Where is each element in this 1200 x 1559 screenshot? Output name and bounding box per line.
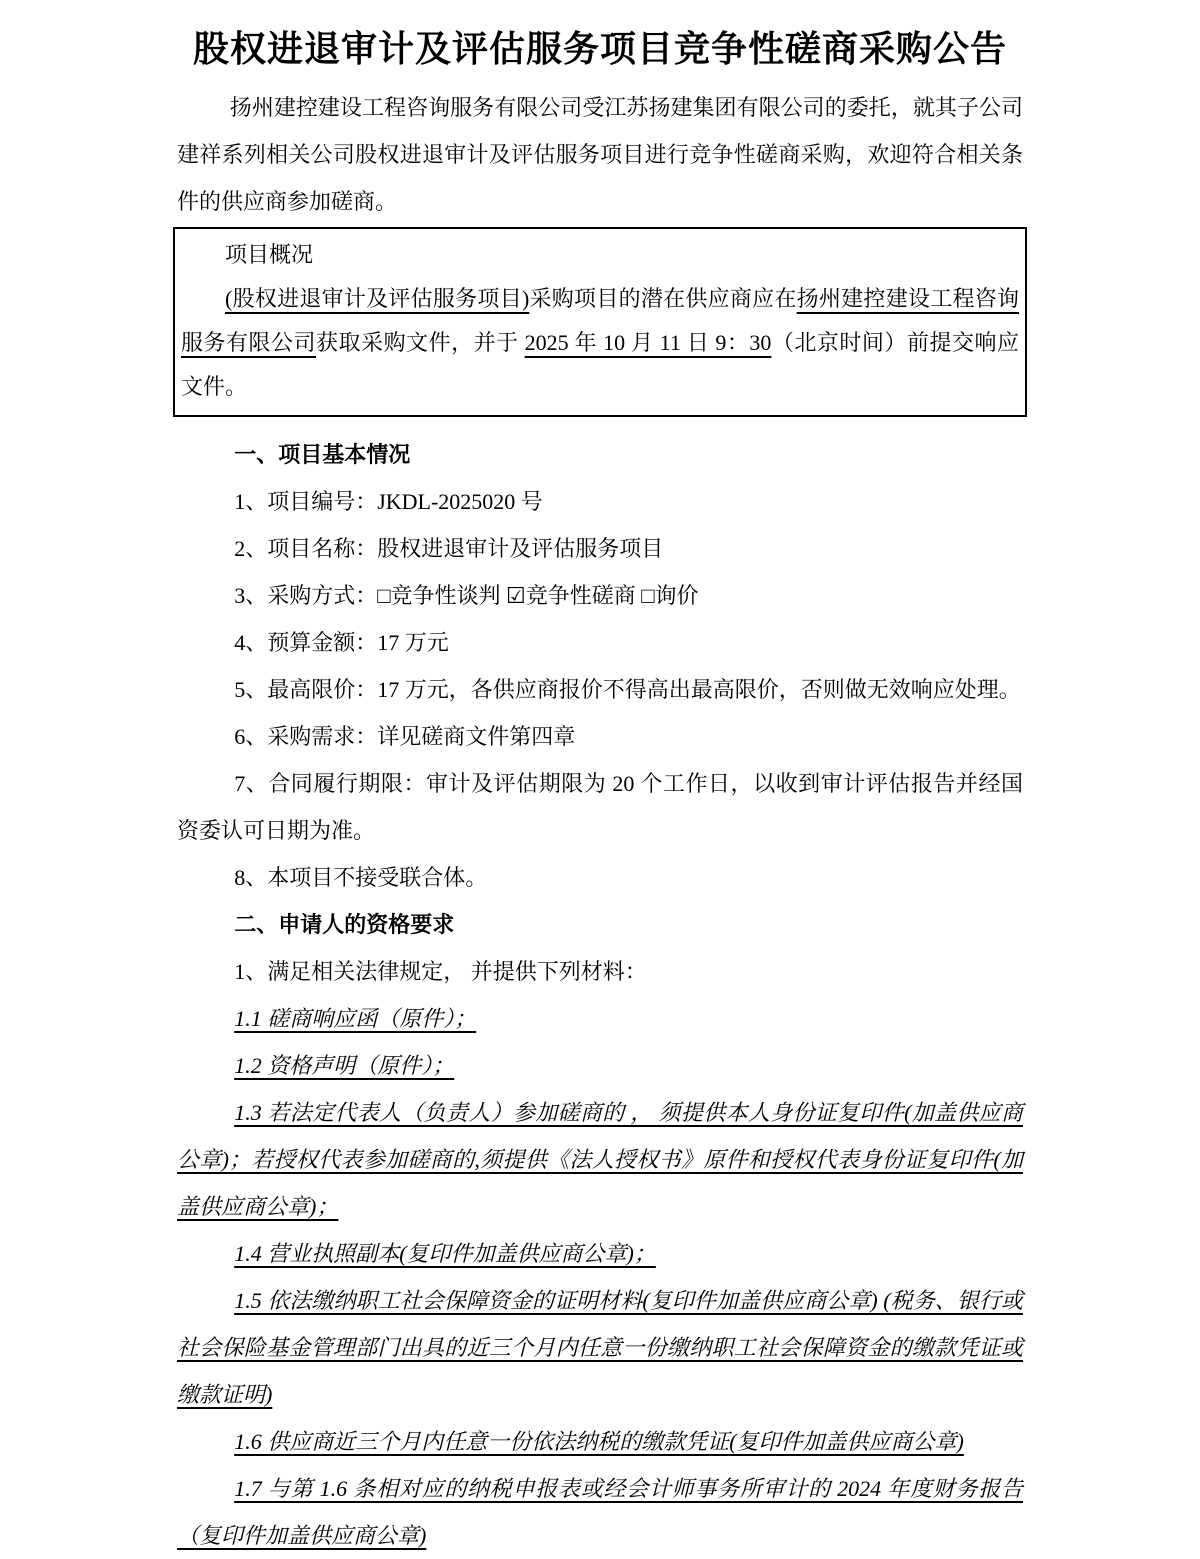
item-contract-period: 7、合同履行期限：审计及评估期限为 20 个工作日，以收到审计评估报告并经国资委认可日期为准。: [177, 771, 1023, 843]
item-no-consortium: 8、本项目不接受联合体。: [234, 865, 488, 890]
overview-text-1: 采购项目的潜在供应商应在: [529, 286, 797, 311]
item-budget: 4、预算金额：17 万元: [234, 630, 449, 655]
item-procurement-method: 3、采购方式：□竞争性谈判 ☑竞争性磋商 □询价: [234, 583, 699, 608]
material-tax-report: 1.7 与第 1.6 条相对应的纳税申报表或经会计师事务所审计的 2024 年度财务报告（复印件加盖供应商公章): [177, 1476, 1023, 1548]
deadline-underlined: 2025 年 10 月 11 日 9：30: [524, 330, 772, 355]
material-response-letter: 1.1 磋商响应函（原件）；: [234, 1006, 477, 1031]
overview-paragraph: [181, 277, 1019, 409]
item-project-number: 1、项目编号：JKDL-2025020 号: [234, 489, 543, 514]
item-price-cap: 5、最高限价：17 万元，各供应商报价不得高出最高限价，否则做无效响应处理。: [234, 677, 1021, 702]
section-2-heading: 二、申请人的资格要求: [234, 912, 455, 937]
item-legal-requirements: 1、满足相关法律规定， 并提供下列材料：: [234, 959, 647, 984]
overview-text-2: 获取采购文件，并于: [316, 330, 525, 355]
project-overview-box: [173, 227, 1027, 417]
material-qualification-statement: 1.2 资格声明（原件）；: [234, 1053, 455, 1078]
project-name-underlined: (股权进退审计及评估服务项目): [225, 286, 530, 311]
page-title: 股权进退审计及评估服务项目竞争性磋商采购公告: [192, 29, 1007, 69]
intro-paragraph: 扬州建控建设工程咨询服务有限公司受江苏扬建集团有限公司的委托，就其子公司建祥系列相关公司股权进退审计及评估服务项目进行竞争性磋商采购，欢迎符合相关条件的供应商参加磋商。: [177, 95, 1023, 214]
overview-text-3: （北京时间）前提交响应文件。: [181, 330, 1019, 399]
item-requirements: 6、采购需求：详见磋商文件第四章: [234, 724, 576, 749]
overview-heading: 项目概况: [225, 242, 314, 267]
material-id-documents: 1.3 若法定代表人（负责人）参加磋商的 ， 须提供本人身份证复印件(加盖供应商公章)；若授权代表参加磋商的,须提供《法人授权书》原件和授权代表身份证复印件(加盖供应商公章)；: [177, 1100, 1023, 1219]
material-tax-payment: 1.6 供应商近三个月内任意一份依法纳税的缴款凭证(复印件加盖供应商公章): [234, 1429, 964, 1454]
agency-name-underlined: 扬州建控建设工程咨询服务有限公司: [181, 286, 1019, 355]
material-business-license: 1.4 营业执照副本(复印件加盖供应商公章)；: [234, 1241, 656, 1266]
material-social-security: 1.5 依法缴纳职工社会保障资金的证明材料(复印件加盖供应商公章) (税务、银行或社会保险基金管理部门出具的近三个月内任意一份缴纳职工社会保障资金的缴款凭证或缴款证明): [177, 1288, 1023, 1407]
item-project-name: 2、项目名称：股权进退审计及评估服务项目: [234, 536, 664, 561]
section-1-heading: 一、项目基本情况: [234, 442, 411, 467]
